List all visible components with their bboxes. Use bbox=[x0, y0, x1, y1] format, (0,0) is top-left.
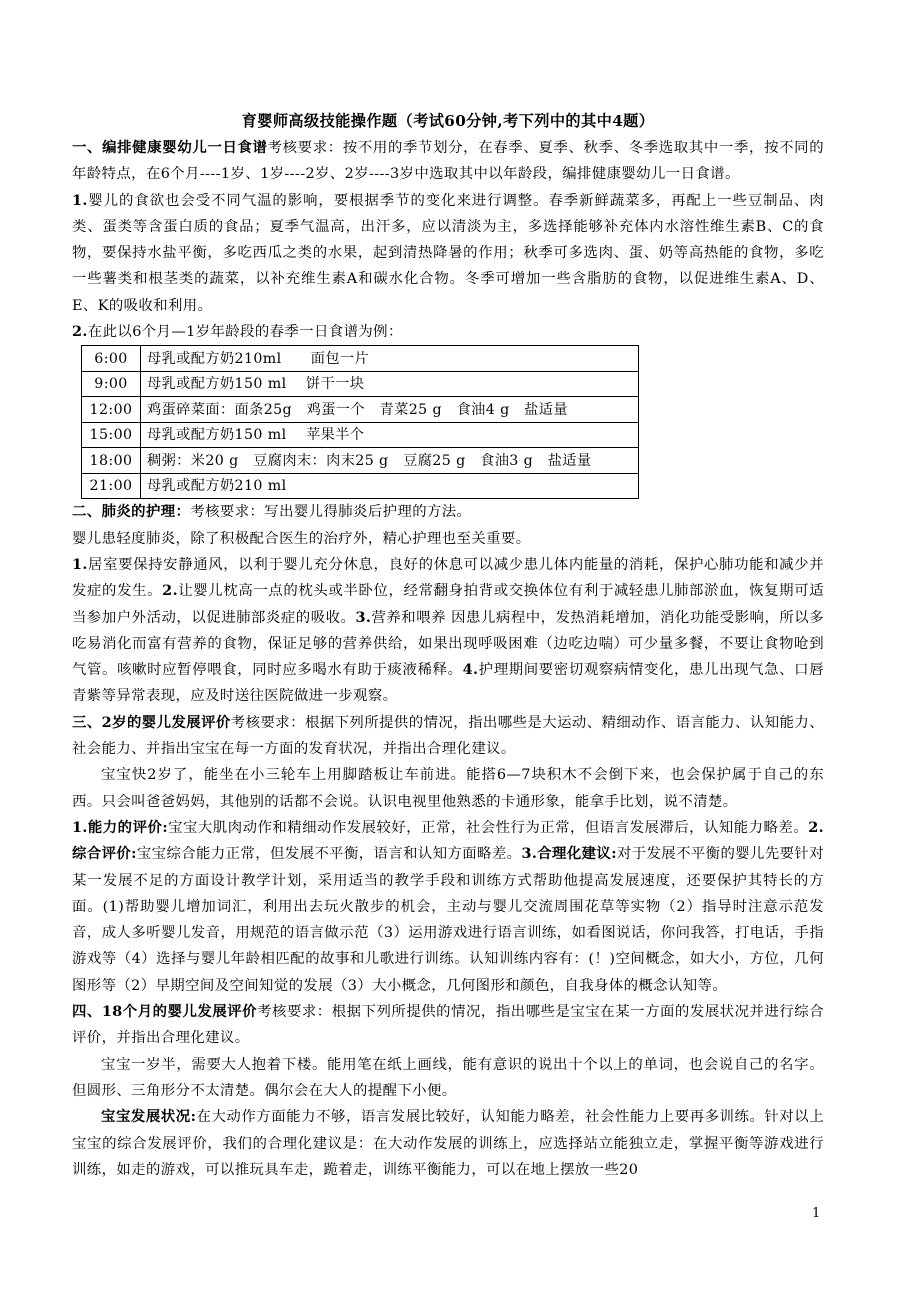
point-number: 1. bbox=[72, 191, 88, 209]
point-text: 婴儿的食欲也会受不同气温的影响，要根据季节的变化来进行调整。春季新鲜蔬菜多，再配上一些豆制品、肉类、蛋类等含蛋白质的食品；夏季气温高，出汗多，应以清淡为主，多选择能够补充体内水溶性维生素B、C的食物，要保持水盐平衡，多吃西瓜之类的水果，起到清热降暑的作用；秋季可多选肉、蛋、奶等高热能的食物，多吃一些薯类和根茎类的蔬菜，以补充维生素A和碳水化合物。冬季可增加一些含脂肪的食物，以促进维生素A、D、E、K的吸收和利用。 bbox=[72, 192, 824, 314]
daily-menu-table bbox=[81, 345, 639, 499]
section-4-case: 宝宝一岁半，需要大人抱着下楼。能用笔在纸上画线，能有意识的说出十个以上的单词，也会说自己的名字。但圆形、三角形分不太清楚。偶尔会在大人的提醒下小便。 bbox=[72, 1056, 824, 1099]
time-cell: 21:00 bbox=[82, 473, 141, 499]
table-row bbox=[82, 422, 639, 448]
food-cell: 母乳或配方奶210ml 面包一片 bbox=[141, 346, 639, 372]
table-row bbox=[82, 346, 639, 372]
section-2-heading: 二、肺炎的护理： bbox=[72, 503, 191, 521]
section-1-point-1 bbox=[72, 188, 824, 319]
point-number: 3. bbox=[355, 608, 372, 626]
point-label: 2.综合评价: bbox=[72, 818, 825, 863]
document-page bbox=[72, 108, 824, 1183]
section-2-header bbox=[72, 499, 824, 525]
food-cell: 母乳或配方奶210 ml bbox=[141, 473, 639, 499]
section-3-header bbox=[72, 710, 824, 763]
point-number: 2. bbox=[162, 582, 178, 600]
food-cell: 母乳或配方奶150 ml 苹果半个 bbox=[141, 422, 639, 448]
point-text: 居室要保持安静通风，以利于婴儿充分休息，良好的休息可以减少患儿体内能量的消耗，保护心肺功能和减少并发症的发生。 bbox=[72, 556, 824, 600]
point-text: 宝宝综合能力正常，但发展不平衡，语言和认知方面略差。 bbox=[136, 846, 522, 863]
point-label: 宝宝发展状况: bbox=[101, 1108, 197, 1126]
food-cell: 鸡蛋碎菜面：面条25g 鸡蛋一个 青菜25 g 食油4 g 盐适量 bbox=[141, 397, 639, 423]
point-text: 在此以6个月—1岁年龄段的春季一日食谱为例： bbox=[87, 324, 403, 341]
table-row bbox=[82, 448, 639, 474]
section-3-case: 宝宝快2岁了，能坐在小三轮车上用脚踏板让车前进。能搭6—7块积木不会倒下来，也会保护属于自己的东西。只会叫爸爸妈妈，其他别的话都不会说。认识电视里他熟悉的卡通形象，能拿手比划，说不清楚。 bbox=[72, 767, 824, 810]
section-4-requirement: 考核要求：根据下列所提供的情况，指出哪些是宝宝在某一方面的发展状况并进行综合评价，并指出合理化建议。 bbox=[72, 1004, 825, 1047]
section-4-heading: 四、18个月的婴儿发展评价 bbox=[72, 1003, 258, 1021]
section-1-requirement: 考核要求：按不用的季节划分，在春季、夏季、秋季、冬季选取其中一季，按不同的年龄特点，在6个月----1岁、1岁----2岁、2岁----3岁中选取其中以年龄段，编排健康婴幼儿一日食谱。 bbox=[72, 140, 824, 183]
time-cell: 9:00 bbox=[82, 371, 141, 397]
page-number: 1 bbox=[812, 1206, 821, 1221]
section-3-evaluation bbox=[72, 815, 824, 999]
section-1-point-2 bbox=[72, 319, 824, 345]
point-number: 4. bbox=[462, 661, 479, 679]
point-number: 1. bbox=[72, 555, 88, 573]
food-cell: 母乳或配方奶150 ml 饼干一块 bbox=[141, 371, 639, 397]
table-row bbox=[82, 371, 639, 397]
section-3-requirement: 考核要求：根据下列所提供的情况，指出哪些是大运动、精细动作、语言能力、认知能力、社会能力、并指出宝宝在每一方面的发育状况，并指出合理化建议。 bbox=[72, 714, 824, 758]
section-4-header bbox=[72, 999, 824, 1052]
food-cell: 稠粥：米20 g 豆腐肉末：肉末25 g 豆腐25 g 食油3 g 盐适量 bbox=[141, 448, 639, 474]
section-2-intro: 婴儿患轻度肺炎，除了积极配合医生的治疗外，精心护理也至关重要。 bbox=[72, 530, 531, 547]
table-row bbox=[82, 473, 639, 499]
section-3-heading: 三、2岁的婴儿发展评价 bbox=[72, 713, 231, 731]
time-cell: 18:00 bbox=[82, 448, 141, 474]
point-text: 护理期间要密切观察病情变化，患儿出现气急、口唇青紫等异常表现，应及时送往医院做进一步观察。 bbox=[72, 662, 825, 705]
point-text: 宝宝大肌肉动作和精细动作发展较好，正常，社会性行为正常，但语言发展滞后，认知能力略差。 bbox=[168, 819, 809, 836]
time-cell: 12:00 bbox=[82, 397, 141, 423]
table-row bbox=[82, 397, 639, 423]
section-2-points bbox=[72, 552, 824, 710]
section-1-heading: 一、编排健康婴幼儿一日食谱 bbox=[72, 139, 268, 156]
point-label: 3.合理化建议: bbox=[521, 845, 617, 863]
page-title: 育婴师高级技能操作题（考试60分钟,考下列中的其中4题） bbox=[241, 112, 655, 130]
point-text: 在大动作方面能力不够，语言发展比较好，认知能力略差，社会性能力上要再多训练。针对以上宝宝的综合发展评价，我们的合理化建议是：在大动作发展的训练上，应选择站立能独立走，掌握平衡等游戏进行训练，如走的游戏，可以推玩具车走，跪着走，训练平衡能力，可以在地上摆放一些20 bbox=[72, 1109, 824, 1178]
time-cell: 6:00 bbox=[82, 346, 141, 372]
section-2-requirement: 考核要求：写出婴儿得肺炎后护理的方法。 bbox=[190, 504, 472, 521]
point-label: 1.能力的评价: bbox=[72, 818, 169, 836]
section-4-evaluation bbox=[72, 1104, 824, 1183]
point-text: 营养和喂养 因患儿病程中，发热消耗增加，消化功能受影响，所以多吃易消化而富有营养的食物，保证足够的营养供给，如果出现呼吸困难（边吃边喘）可少量多餐，不要让食物呛到气管。咳嗽时应暂停喂食，同时应多喝水有助于痰液稀释。 bbox=[72, 609, 824, 679]
point-text: 让婴儿枕高一点的枕头或半卧位，经常翻身拍背或交换体位有利于减轻患儿肺部淤血，恢复期可适当参加户外活动，以促进肺部炎症的吸收。 bbox=[72, 583, 825, 626]
point-number: 2. bbox=[72, 323, 88, 341]
time-cell: 15:00 bbox=[82, 422, 141, 448]
point-text: 对于发展不平衡的婴儿先要针对某一发展不足的方面设计教学计划，采用适当的教学手段和训练方式帮助他提高发展速度，还要保护其特长的方面。(1)帮助婴儿增加词汇，利用出去玩火散步的机会，主动与婴儿交流周围花草等实物（2）指导时注意示范发音，成人多听婴儿发音，用规范的语言做示范（3）运用游戏进行语言训练，如看图说话，你问我答，打电话，手指游戏等（4）选择与婴儿年龄相匹配的故事和儿歌进行训练。认知训练内容有：(！)空间概念，如大小，方位，几何图形等（2）早期空间及空间知觉的发展（3）大小概念，几何图形和颜色，自我身体的概念认知等。 bbox=[72, 846, 825, 994]
section-1-header bbox=[72, 135, 824, 188]
